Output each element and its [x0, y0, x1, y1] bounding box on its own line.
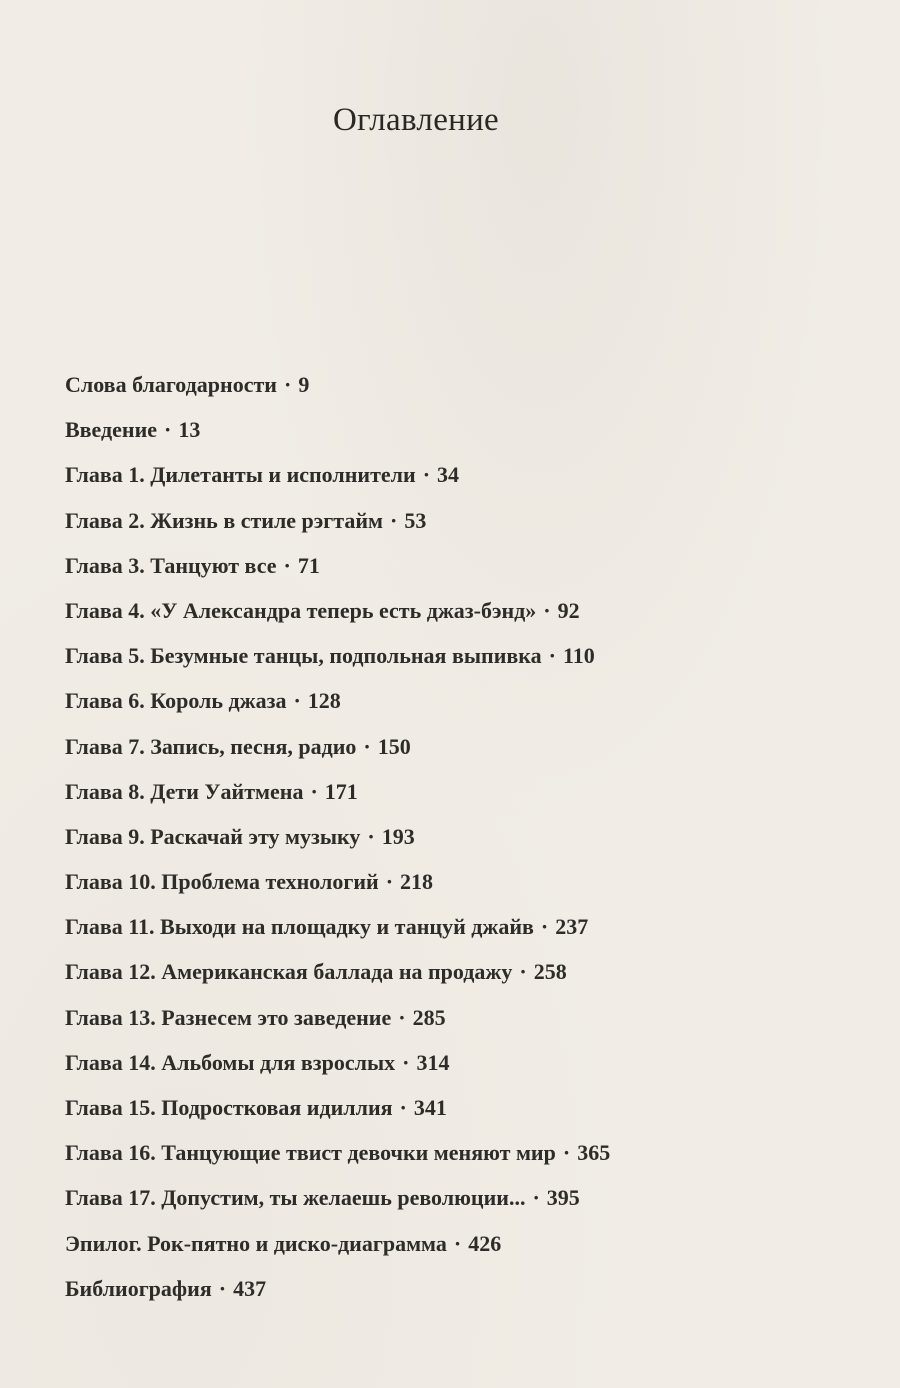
toc-separator: · — [398, 1004, 406, 1030]
toc-separator: · — [402, 1049, 410, 1075]
toc-entry-label: Глава 12. Американская баллада на продажу — [65, 959, 513, 985]
toc-separator: · — [310, 778, 318, 804]
toc-separator: · — [293, 688, 301, 714]
toc-entry-page: 437 — [233, 1275, 267, 1301]
toc-entry — [65, 1044, 610, 1089]
toc-separator: · — [543, 597, 551, 623]
toc-entry-label: Глава 3. Танцуют все — [65, 552, 277, 578]
toc-separator: · — [453, 1230, 462, 1256]
toc-entry — [65, 637, 610, 682]
toc-entry-label: Глава 1. Дилетанты и исполнители — [65, 462, 416, 488]
toc-entry-label: Глава 8. Дети Уайтмена — [65, 778, 304, 804]
toc-entry-label: Глава 15. Подростковая идиллия — [65, 1095, 393, 1120]
toc-entry-page: 13 — [178, 417, 201, 443]
toc-entry-page: 258 — [533, 959, 567, 985]
toc-entry-page: 34 — [437, 462, 460, 488]
toc-separator: · — [399, 1095, 407, 1120]
toc-entry — [65, 773, 610, 818]
toc-entry-label: Глава 14. Альбомы для взрослых — [65, 1049, 396, 1075]
toc-entry — [65, 953, 610, 998]
toc-entry — [65, 1225, 610, 1270]
toc-entry — [65, 863, 610, 908]
toc-entry-page: 171 — [324, 778, 358, 804]
toc-entry — [65, 999, 610, 1044]
toc-entry — [65, 1179, 610, 1224]
toc-entry-page: 365 — [577, 1140, 611, 1166]
toc-separator: · — [540, 914, 549, 940]
toc-entry-label: Эпилог. Рок-пятно и диско-диаграмма — [65, 1230, 447, 1256]
toc-entry — [65, 411, 610, 456]
toc-entry — [65, 366, 610, 411]
toc-entry-page: 193 — [381, 823, 415, 849]
toc-entry — [65, 1089, 610, 1134]
toc-separator: · — [363, 733, 371, 759]
table-of-contents — [65, 366, 610, 1315]
toc-separator: · — [283, 372, 292, 397]
toc-separator: · — [164, 417, 172, 443]
toc-separator: · — [385, 869, 394, 895]
toc-entry-page: 71 — [297, 552, 320, 578]
toc-entry-page: 53 — [404, 507, 427, 533]
toc-entry-page: 218 — [400, 869, 434, 895]
toc-entry-page: 426 — [468, 1230, 502, 1256]
toc-entry-page: 150 — [377, 733, 411, 759]
page-title: Оглавление — [332, 102, 500, 139]
toc-entry — [65, 547, 610, 592]
toc-entry-label: Глава 9. Раскачай эту музыку — [65, 823, 361, 849]
toc-entry-label: Глава 17. Допустим, ты желаешь революции... — [65, 1185, 526, 1211]
toc-entry — [65, 818, 610, 863]
toc-entry-page: 128 — [307, 688, 341, 714]
toc-entry-page: 92 — [557, 597, 580, 623]
toc-entry-page: 9 — [298, 372, 310, 397]
toc-entry-page: 314 — [416, 1049, 450, 1075]
toc-separator: · — [218, 1275, 227, 1301]
toc-separator: · — [390, 507, 398, 533]
toc-entry-label: Глава 7. Запись, песня, радио — [65, 733, 357, 759]
toc-entry-label: Глава 5. Безумные танцы, подпольная выпивка — [65, 643, 542, 669]
toc-separator: · — [283, 552, 291, 578]
toc-entry-label: Глава 11. Выходи на площадку и танцуй джайв — [65, 914, 534, 940]
toc-entry — [65, 1134, 610, 1179]
toc-entry-label: Глава 4. «У Александра теперь есть джаз-бэнд» — [65, 597, 537, 623]
toc-entry — [65, 456, 610, 501]
toc-entry-label: Библиография — [65, 1275, 212, 1301]
toc-entry-label: Глава 6. Король джаза — [65, 688, 287, 714]
toc-entry — [65, 502, 610, 547]
toc-separator: · — [367, 823, 375, 849]
toc-entry-label: Введение — [65, 417, 158, 443]
toc-entry — [65, 728, 610, 773]
toc-entry-page: 395 — [546, 1185, 580, 1211]
toc-entry-label: Глава 10. Проблема технологий — [65, 869, 379, 895]
toc-entry-page: 110 — [562, 643, 595, 669]
toc-entry-label: Глава 16. Танцующие твист девочки меняют мир — [65, 1140, 556, 1166]
toc-separator: · — [562, 1140, 571, 1166]
toc-entry — [65, 592, 610, 637]
toc-entry-label: Глава 13. Разнесем это заведение — [65, 1004, 392, 1030]
toc-separator: · — [548, 643, 556, 669]
toc-entry-page: 285 — [412, 1004, 446, 1030]
toc-entry-label: Глава 2. Жизнь в стиле рэгтайм — [65, 507, 384, 533]
toc-separator: · — [532, 1185, 540, 1211]
toc-entry-page: 341 — [413, 1095, 447, 1120]
toc-entry-page: 237 — [555, 914, 589, 940]
toc-entry-label: Слова благодарности — [65, 372, 277, 397]
toc-separator: · — [422, 462, 431, 488]
toc-entry — [65, 1270, 610, 1315]
toc-separator: · — [519, 959, 527, 985]
toc-entry — [65, 908, 610, 953]
toc-entry — [65, 682, 610, 727]
